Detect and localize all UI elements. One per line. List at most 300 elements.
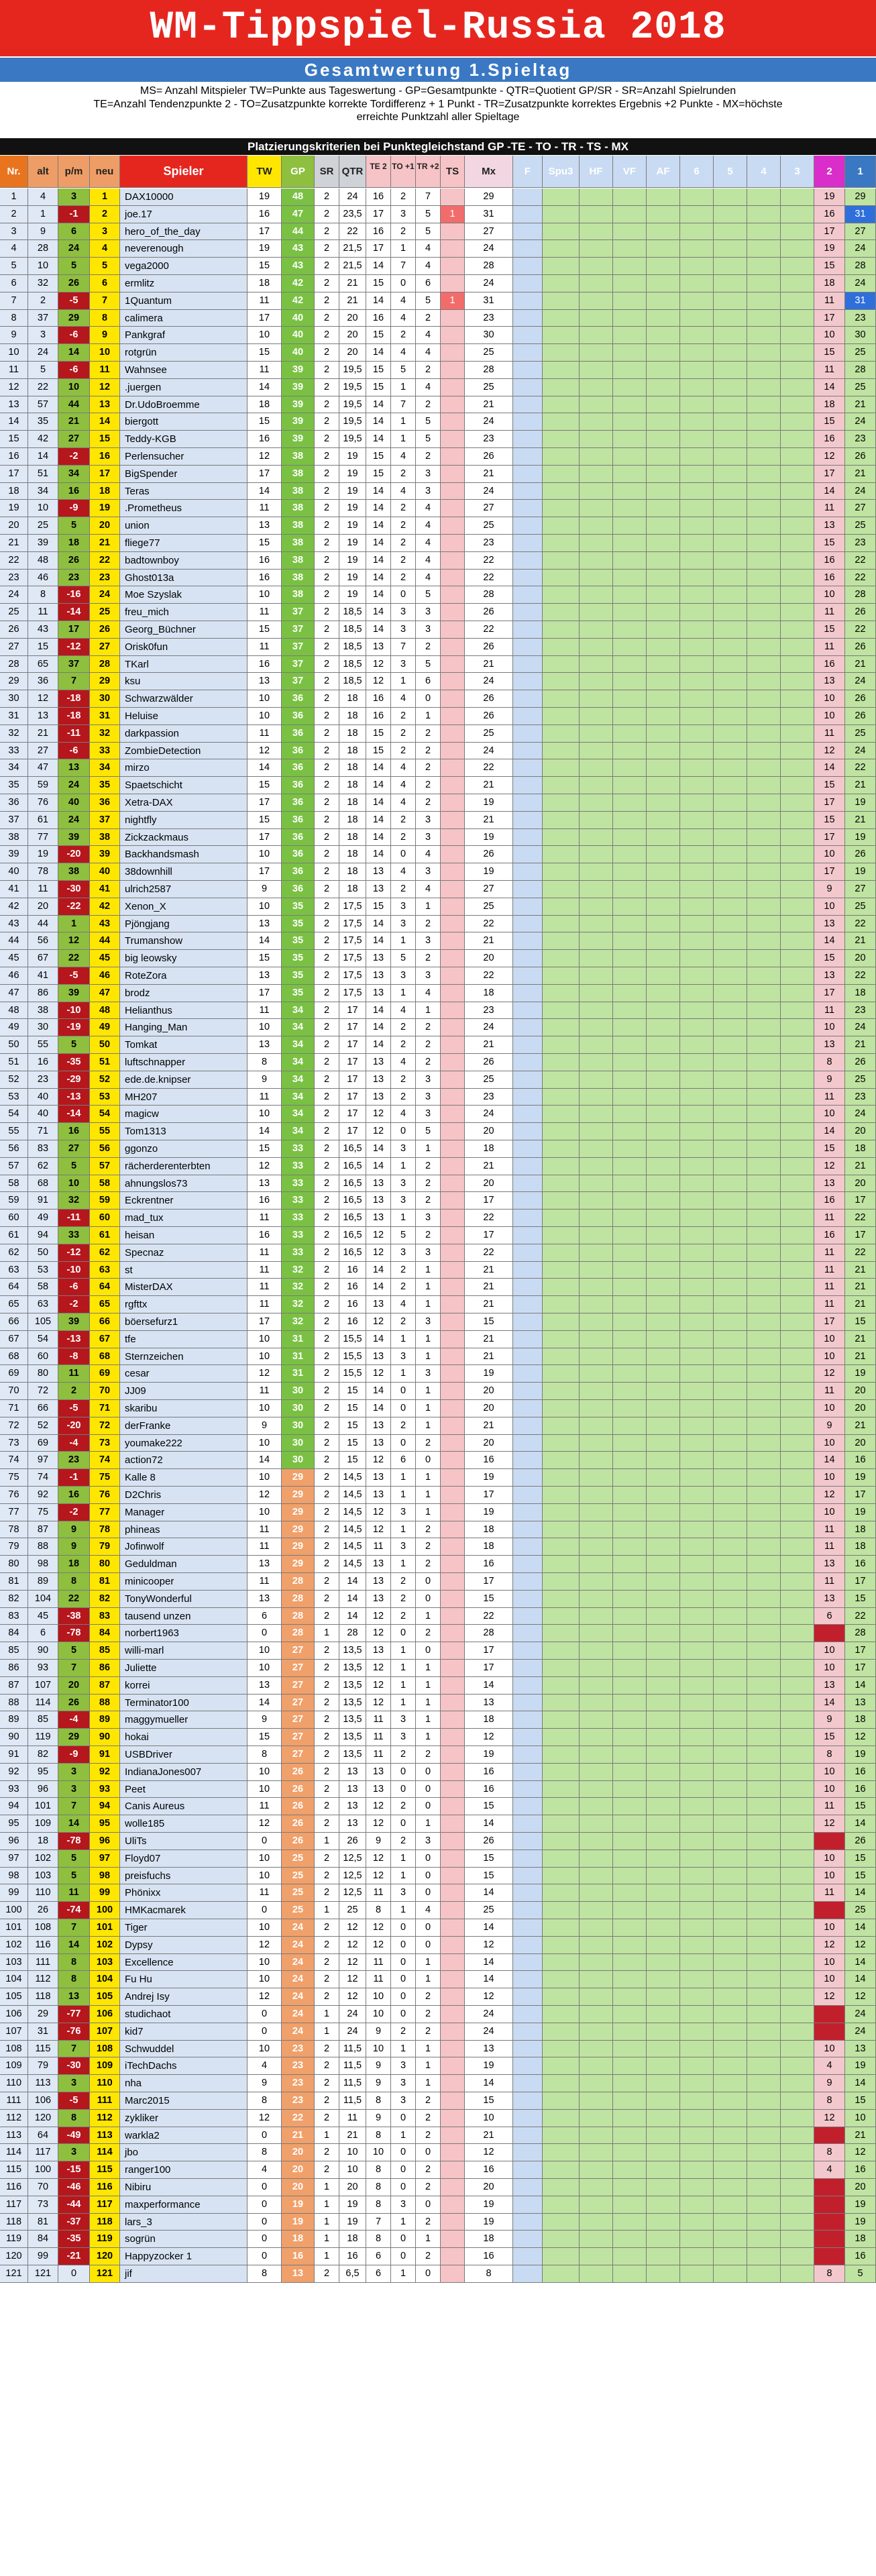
cell-day-2: 15 bbox=[814, 621, 845, 639]
cell-phase-empty bbox=[580, 413, 613, 431]
cell-phase-empty bbox=[714, 1573, 747, 1591]
cell-phase-empty bbox=[580, 604, 613, 621]
cell-tr: 4 bbox=[416, 258, 441, 275]
cell-phase-empty bbox=[513, 1279, 543, 1296]
cell-tw: 0 bbox=[248, 1833, 282, 1850]
cell-phase-empty bbox=[714, 1002, 747, 1020]
cell-nr: 42 bbox=[0, 898, 28, 916]
cell-pm: -4 bbox=[58, 1711, 90, 1729]
cell-pm: 5 bbox=[58, 258, 90, 275]
cell-day-2: 15 bbox=[814, 535, 845, 552]
cell-phase-empty bbox=[747, 2006, 781, 2023]
cell-tr: 1 bbox=[416, 1711, 441, 1729]
cell-day-2: 11 bbox=[814, 1244, 845, 1262]
cell-nr: 93 bbox=[0, 1781, 28, 1799]
cell-phase-empty bbox=[781, 794, 814, 812]
cell-pm: 23 bbox=[58, 570, 90, 587]
cell-phase-empty bbox=[543, 206, 580, 223]
cell-nr: 46 bbox=[0, 967, 28, 985]
cell-pm: 14 bbox=[58, 344, 90, 362]
cell-gp: 39 bbox=[282, 431, 315, 448]
cell-phase-empty bbox=[781, 2075, 814, 2092]
cell-phase-empty bbox=[747, 1417, 781, 1435]
cell-phase-empty bbox=[613, 1123, 647, 1140]
cell-pm: -46 bbox=[58, 2179, 90, 2196]
cell-phase-empty bbox=[647, 2127, 680, 2145]
cell-sr: 2 bbox=[315, 535, 339, 552]
cell-qtr: 17 bbox=[339, 1106, 366, 1123]
cell-tr: 0 bbox=[416, 1919, 441, 1937]
cell-phase-empty bbox=[647, 223, 680, 241]
cell-gp: 29 bbox=[282, 1538, 315, 1556]
cell-qtr: 18,5 bbox=[339, 656, 366, 674]
cell-ts bbox=[441, 673, 465, 690]
cell-player: Phönixx bbox=[120, 1884, 248, 1902]
cell-to: 4 bbox=[391, 310, 416, 327]
cell-nr: 37 bbox=[0, 812, 28, 829]
cell-phase-empty bbox=[580, 1435, 613, 1452]
cell-phase-empty bbox=[680, 2248, 714, 2265]
cell-phase-empty bbox=[647, 1487, 680, 1504]
cell-phase-empty bbox=[781, 1036, 814, 1054]
table-row bbox=[0, 794, 876, 812]
cell-to: 0 bbox=[391, 2179, 416, 2196]
cell-sr: 2 bbox=[315, 1781, 339, 1799]
cell-to: 2 bbox=[391, 812, 416, 829]
cell-gp: 36 bbox=[282, 777, 315, 794]
cell-pm: 5 bbox=[58, 517, 90, 535]
cell-sr: 2 bbox=[315, 639, 339, 656]
cell-tw: 11 bbox=[248, 1296, 282, 1313]
cell-phase-empty bbox=[747, 1106, 781, 1123]
cell-gp: 38 bbox=[282, 586, 315, 604]
cell-phase-empty bbox=[647, 1435, 680, 1452]
cell-qtr: 16 bbox=[339, 1313, 366, 1331]
cell-to: 2 bbox=[391, 1089, 416, 1106]
cell-pm: 22 bbox=[58, 950, 90, 967]
cell-phase-empty bbox=[680, 621, 714, 639]
cell-phase-empty bbox=[781, 1764, 814, 1781]
cell-nr: 112 bbox=[0, 2110, 28, 2127]
cell-gp: 29 bbox=[282, 1487, 315, 1504]
cell-phase-empty bbox=[680, 586, 714, 604]
cell-phase-empty bbox=[680, 2057, 714, 2075]
cell-tw: 0 bbox=[248, 2006, 282, 2023]
cell-ts bbox=[441, 2110, 465, 2127]
cell-gp: 34 bbox=[282, 1123, 315, 1140]
cell-tr: 4 bbox=[416, 240, 441, 258]
cell-player: Xetra-DAX bbox=[120, 794, 248, 812]
cell-phase-empty bbox=[613, 1971, 647, 1988]
cell-sr: 2 bbox=[315, 189, 339, 206]
cell-alt: 91 bbox=[28, 1192, 58, 1210]
cell-phase-empty bbox=[680, 2041, 714, 2058]
cell-day-1: 24 bbox=[845, 483, 876, 500]
cell-to: 3 bbox=[391, 967, 416, 985]
cell-phase-empty bbox=[747, 1140, 781, 1158]
cell-alt: 72 bbox=[28, 1383, 58, 1400]
cell-te: 13 bbox=[366, 881, 391, 898]
cell-neu: 20 bbox=[90, 517, 120, 535]
cell-tr: 4 bbox=[416, 1902, 441, 1919]
cell-phase-empty bbox=[613, 1884, 647, 1902]
cell-day-2: 13 bbox=[814, 967, 845, 985]
cell-phase-empty bbox=[613, 1538, 647, 1556]
cell-phase-empty bbox=[613, 189, 647, 206]
cell-phase-empty bbox=[543, 1279, 580, 1296]
cell-pm: 3 bbox=[58, 2075, 90, 2092]
cell-phase-empty bbox=[543, 2144, 580, 2161]
cell-day-1: 31 bbox=[845, 206, 876, 223]
cell-phase-empty bbox=[580, 673, 613, 690]
cell-phase-empty bbox=[513, 1123, 543, 1140]
cell-tw: 15 bbox=[248, 812, 282, 829]
cell-alt: 25 bbox=[28, 517, 58, 535]
cell-phase-empty bbox=[714, 1729, 747, 1746]
cell-day-1: 19 bbox=[845, 1365, 876, 1383]
cell-phase-empty bbox=[714, 379, 747, 396]
cell-phase-empty bbox=[613, 967, 647, 985]
cell-phase-empty bbox=[747, 1002, 781, 1020]
cell-sr: 2 bbox=[315, 310, 339, 327]
cell-phase-empty bbox=[680, 310, 714, 327]
cell-phase-empty bbox=[747, 223, 781, 241]
cell-pm: -15 bbox=[58, 2161, 90, 2179]
cell-phase-empty bbox=[513, 725, 543, 743]
cell-day-2: 9 bbox=[814, 2075, 845, 2092]
cell-tw: 11 bbox=[248, 1798, 282, 1815]
header-4: 4 bbox=[747, 156, 781, 188]
cell-phase-empty bbox=[747, 759, 781, 777]
cell-phase-empty bbox=[714, 206, 747, 223]
cell-sr: 2 bbox=[315, 621, 339, 639]
cell-tw: 11 bbox=[248, 1002, 282, 1020]
cell-phase-empty bbox=[781, 673, 814, 690]
cell-tr: 4 bbox=[416, 535, 441, 552]
cell-to: 2 bbox=[391, 1417, 416, 1435]
table-row bbox=[0, 1244, 876, 1262]
cell-phase-empty bbox=[513, 483, 543, 500]
cell-phase-empty bbox=[543, 1487, 580, 1504]
cell-tw: 15 bbox=[248, 344, 282, 362]
cell-phase-empty bbox=[781, 1435, 814, 1452]
cell-phase-empty bbox=[647, 2196, 680, 2214]
cell-player: ZombieDetection bbox=[120, 743, 248, 760]
cell-gp: 22 bbox=[282, 2110, 315, 2127]
cell-neu: 24 bbox=[90, 586, 120, 604]
table-row bbox=[0, 1591, 876, 1608]
cell-phase-empty bbox=[680, 1850, 714, 1868]
cell-qtr: 13 bbox=[339, 1764, 366, 1781]
cell-phase-empty bbox=[513, 2214, 543, 2231]
cell-phase-empty bbox=[714, 2006, 747, 2023]
cell-phase-empty bbox=[513, 898, 543, 916]
cell-phase-empty bbox=[647, 362, 680, 379]
cell-to: 2 bbox=[391, 500, 416, 517]
table-row bbox=[0, 621, 876, 639]
cell-player: ahnungslos73 bbox=[120, 1175, 248, 1193]
cell-tr: 2 bbox=[416, 1538, 441, 1556]
cell-gp: 19 bbox=[282, 2214, 315, 2231]
cell-mx: 28 bbox=[465, 258, 513, 275]
cell-to: 3 bbox=[391, 656, 416, 674]
cell-phase-empty bbox=[747, 743, 781, 760]
cell-te: 12 bbox=[366, 1868, 391, 1885]
cell-phase-empty bbox=[543, 812, 580, 829]
cell-phase-empty bbox=[543, 604, 580, 621]
cell-phase-empty bbox=[747, 1884, 781, 1902]
cell-alt: 24 bbox=[28, 344, 58, 362]
cell-phase-empty bbox=[513, 1815, 543, 1833]
header-to-label: TO +1 bbox=[392, 162, 415, 171]
cell-gp: 33 bbox=[282, 1192, 315, 1210]
cell-ts bbox=[441, 656, 465, 674]
cell-gp: 26 bbox=[282, 1781, 315, 1799]
cell-mx: 22 bbox=[465, 621, 513, 639]
cell-ts bbox=[441, 1331, 465, 1348]
cell-day-2: 19 bbox=[814, 189, 845, 206]
cell-to: 0 bbox=[391, 1954, 416, 1972]
cell-ts bbox=[441, 1400, 465, 1417]
cell-phase-empty bbox=[580, 1850, 613, 1868]
cell-phase-empty bbox=[543, 413, 580, 431]
cell-te: 14 bbox=[366, 586, 391, 604]
cell-phase-empty bbox=[647, 1210, 680, 1227]
cell-alt: 18 bbox=[28, 1833, 58, 1850]
cell-tw: 14 bbox=[248, 483, 282, 500]
cell-alt: 39 bbox=[28, 535, 58, 552]
cell-to: 1 bbox=[391, 985, 416, 1002]
cell-alt: 57 bbox=[28, 396, 58, 414]
cell-phase-empty bbox=[714, 1262, 747, 1279]
cell-nr: 14 bbox=[0, 413, 28, 431]
cell-tr: 1 bbox=[416, 1971, 441, 1988]
cell-day-1: 27 bbox=[845, 881, 876, 898]
cell-mx: 19 bbox=[465, 794, 513, 812]
cell-phase-empty bbox=[680, 1036, 714, 1054]
cell-phase-empty bbox=[647, 1019, 680, 1036]
table-row bbox=[0, 1210, 876, 1227]
cell-neu: 21 bbox=[90, 535, 120, 552]
cell-qtr: 18 bbox=[339, 2231, 366, 2248]
cell-phase-empty bbox=[714, 1365, 747, 1383]
cell-mx: 13 bbox=[465, 1695, 513, 1712]
cell-phase-empty bbox=[747, 1815, 781, 1833]
cell-alt: 21 bbox=[28, 725, 58, 743]
cell-day-2: 13 bbox=[814, 916, 845, 933]
cell-phase-empty bbox=[543, 189, 580, 206]
cell-gp: 29 bbox=[282, 1556, 315, 1573]
cell-ts bbox=[441, 985, 465, 1002]
cell-day-1: 24 bbox=[845, 2006, 876, 2023]
cell-sr: 2 bbox=[315, 725, 339, 743]
cell-tw: 17 bbox=[248, 985, 282, 1002]
cell-mx: 19 bbox=[465, 1365, 513, 1383]
cell-to: 1 bbox=[391, 2127, 416, 2145]
cell-tr: 0 bbox=[416, 1850, 441, 1868]
cell-tw: 16 bbox=[248, 570, 282, 587]
cell-phase-empty bbox=[513, 1158, 543, 1175]
cell-tw: 8 bbox=[248, 2265, 282, 2283]
cell-gp: 27 bbox=[282, 1695, 315, 1712]
cell-phase-empty bbox=[580, 240, 613, 258]
cell-ts bbox=[441, 552, 465, 570]
cell-phase-empty bbox=[747, 1764, 781, 1781]
cell-phase-empty bbox=[714, 604, 747, 621]
cell-gp: 38 bbox=[282, 500, 315, 517]
cell-phase-empty bbox=[647, 1902, 680, 1919]
cell-ts bbox=[441, 362, 465, 379]
cell-player: Tomkat bbox=[120, 1036, 248, 1054]
cell-day-1: 23 bbox=[845, 1002, 876, 1020]
cell-pm: 13 bbox=[58, 1988, 90, 2006]
cell-phase-empty bbox=[543, 2006, 580, 2023]
cell-day-1: 14 bbox=[845, 2075, 876, 2092]
cell-phase-empty bbox=[543, 743, 580, 760]
cell-phase-empty bbox=[680, 1348, 714, 1366]
cell-te: 11 bbox=[366, 1884, 391, 1902]
cell-ts bbox=[441, 1556, 465, 1573]
cell-phase-empty bbox=[543, 1573, 580, 1591]
cell-phase-empty bbox=[543, 2023, 580, 2041]
cell-phase-empty bbox=[580, 777, 613, 794]
cell-qtr: 19 bbox=[339, 2196, 366, 2214]
cell-gp: 23 bbox=[282, 2075, 315, 2092]
cell-mx: 14 bbox=[465, 1971, 513, 1988]
cell-sr: 2 bbox=[315, 2161, 339, 2179]
cell-phase-empty bbox=[513, 916, 543, 933]
cell-gp: 33 bbox=[282, 1175, 315, 1193]
cell-phase-empty bbox=[747, 1262, 781, 1279]
cell-qtr: 21 bbox=[339, 2127, 366, 2145]
cell-phase-empty bbox=[781, 2023, 814, 2041]
cell-te: 14 bbox=[366, 1279, 391, 1296]
header-3: 3 bbox=[781, 156, 814, 188]
cell-phase-empty bbox=[580, 1504, 613, 1521]
cell-nr: 55 bbox=[0, 1123, 28, 1140]
cell-ts bbox=[441, 2231, 465, 2248]
cell-sr: 2 bbox=[315, 1019, 339, 1036]
cell-phase-empty bbox=[647, 967, 680, 985]
cell-te: 12 bbox=[366, 1521, 391, 1539]
cell-tw: 6 bbox=[248, 1608, 282, 1625]
cell-phase-empty bbox=[747, 1695, 781, 1712]
cell-sr: 2 bbox=[315, 985, 339, 1002]
cell-phase-empty bbox=[747, 1798, 781, 1815]
cell-alt: 83 bbox=[28, 1140, 58, 1158]
cell-player: ede.de.knipser bbox=[120, 1071, 248, 1089]
cell-day-2: 11 bbox=[814, 500, 845, 517]
cell-day-1: 25 bbox=[845, 1071, 876, 1089]
cell-gp: 36 bbox=[282, 743, 315, 760]
table-row bbox=[0, 431, 876, 448]
cell-to: 3 bbox=[391, 898, 416, 916]
cell-phase-empty bbox=[613, 1798, 647, 1815]
cell-phase-empty bbox=[647, 639, 680, 656]
cell-ts bbox=[441, 1781, 465, 1799]
cell-gp: 42 bbox=[282, 292, 315, 310]
cell-sr: 1 bbox=[315, 2127, 339, 2145]
cell-te: 11 bbox=[366, 1538, 391, 1556]
cell-neu: 105 bbox=[90, 1988, 120, 2006]
cell-phase-empty bbox=[580, 535, 613, 552]
cell-alt: 8 bbox=[28, 586, 58, 604]
cell-qtr: 28 bbox=[339, 1625, 366, 1642]
cell-day-1: 20 bbox=[845, 1175, 876, 1193]
cell-phase-empty bbox=[714, 1625, 747, 1642]
cell-phase-empty bbox=[513, 1036, 543, 1054]
cell-phase-empty bbox=[781, 1019, 814, 1036]
cell-qtr: 17,5 bbox=[339, 985, 366, 1002]
cell-phase-empty bbox=[647, 483, 680, 500]
cell-pm: 37 bbox=[58, 656, 90, 674]
cell-phase-empty bbox=[543, 846, 580, 863]
cell-pm: 18 bbox=[58, 1556, 90, 1573]
cell-mx: 26 bbox=[465, 448, 513, 466]
cell-phase-empty bbox=[613, 2110, 647, 2127]
cell-phase-empty bbox=[680, 1313, 714, 1331]
table-row bbox=[0, 570, 876, 587]
cell-nr: 7 bbox=[0, 292, 28, 310]
cell-day-1: 10 bbox=[845, 2110, 876, 2127]
cell-gp: 28 bbox=[282, 1591, 315, 1608]
cell-tw: 11 bbox=[248, 362, 282, 379]
cell-day-1: 16 bbox=[845, 1452, 876, 1469]
cell-phase-empty bbox=[513, 1660, 543, 1677]
cell-day-1: 18 bbox=[845, 985, 876, 1002]
cell-phase-empty bbox=[680, 1365, 714, 1383]
cell-alt: 5 bbox=[28, 362, 58, 379]
cell-phase-empty bbox=[714, 743, 747, 760]
cell-phase-empty bbox=[781, 759, 814, 777]
cell-neu: 31 bbox=[90, 708, 120, 725]
cell-ts: 1 bbox=[441, 206, 465, 223]
cell-phase-empty bbox=[781, 2248, 814, 2265]
cell-phase-empty bbox=[747, 1054, 781, 1071]
cell-alt: 61 bbox=[28, 812, 58, 829]
header-gp: GP bbox=[282, 156, 315, 188]
cell-tw: 10 bbox=[248, 1660, 282, 1677]
cell-sr: 2 bbox=[315, 1158, 339, 1175]
cell-te: 13 bbox=[366, 1573, 391, 1591]
cell-nr: 31 bbox=[0, 708, 28, 725]
cell-ts bbox=[441, 1019, 465, 1036]
cell-qtr: 17 bbox=[339, 1071, 366, 1089]
cell-phase-empty bbox=[747, 2092, 781, 2110]
cell-ts bbox=[441, 1313, 465, 1331]
cell-sr: 2 bbox=[315, 604, 339, 621]
cell-pm: -11 bbox=[58, 1210, 90, 1227]
cell-nr: 115 bbox=[0, 2161, 28, 2179]
cell-phase-empty bbox=[680, 1175, 714, 1193]
cell-te: 14 bbox=[366, 396, 391, 414]
cell-phase-empty bbox=[580, 967, 613, 985]
cell-ts bbox=[441, 2092, 465, 2110]
cell-phase-empty bbox=[647, 1642, 680, 1660]
cell-mx: 22 bbox=[465, 967, 513, 985]
cell-phase-empty bbox=[714, 275, 747, 292]
cell-pm: -2 bbox=[58, 1504, 90, 1521]
cell-ts bbox=[441, 1711, 465, 1729]
cell-phase-empty bbox=[613, 2006, 647, 2023]
table-row bbox=[0, 2196, 876, 2214]
cell-phase-empty bbox=[680, 275, 714, 292]
cell-phase-empty bbox=[543, 1244, 580, 1262]
cell-phase-empty bbox=[781, 535, 814, 552]
cell-phase-empty bbox=[543, 759, 580, 777]
cell-gp: 36 bbox=[282, 863, 315, 881]
cell-nr: 96 bbox=[0, 1833, 28, 1850]
